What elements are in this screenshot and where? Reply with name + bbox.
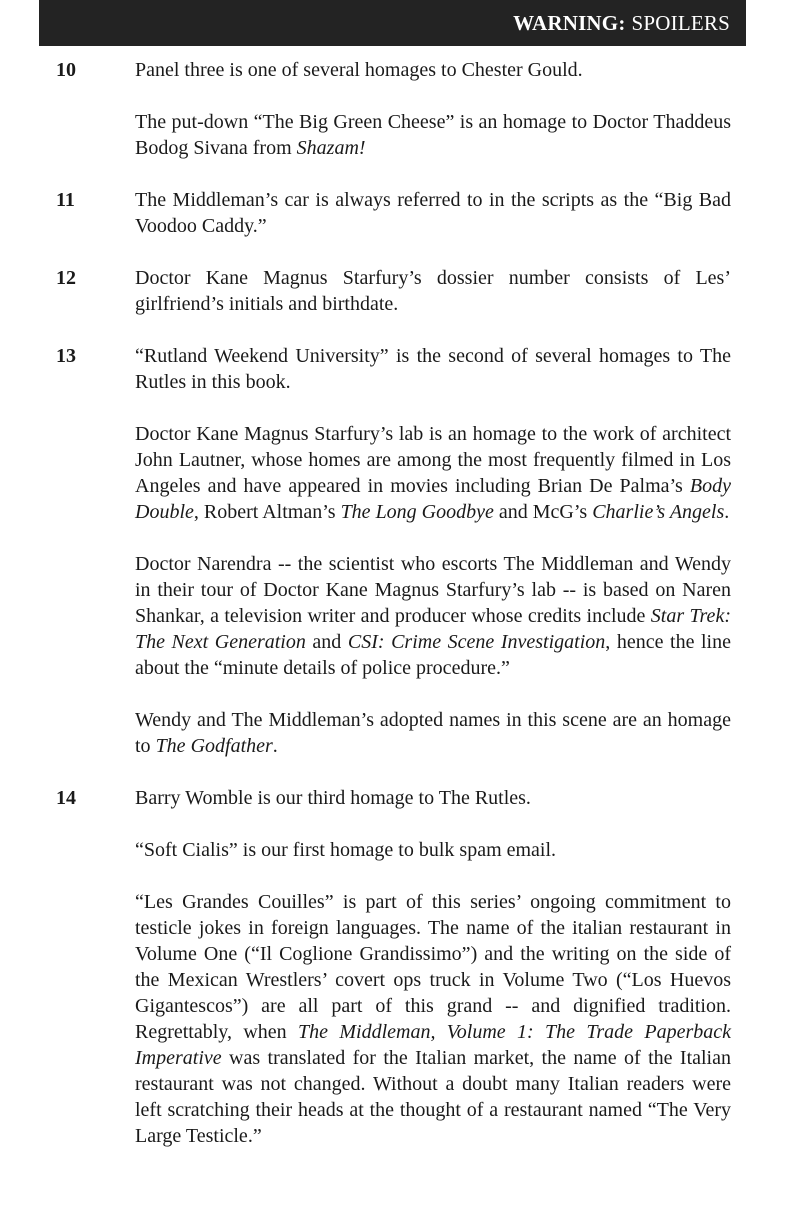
page-number-label: 11 [56, 189, 75, 211]
text-segment: . [272, 735, 278, 757]
note-paragraph [135, 421, 731, 525]
page-number-label: 14 [56, 787, 76, 809]
text-segment: , Robert Altman’s [193, 501, 341, 523]
note-paragraph [135, 57, 731, 83]
text-segment: and [305, 631, 348, 653]
page-number-label: 10 [56, 59, 76, 81]
text-segment: Doctor Kane Magnus Starfury’s lab is an homage to the work of architect John Lautner, whose homes are among the most frequently filmed in Los Angeles and have appeared in movies including Brian De Palma’s [135, 423, 731, 497]
page-number-label: 13 [56, 345, 76, 367]
note-paragraph [135, 837, 731, 863]
title-italic: Charlie’s Angels [592, 501, 725, 523]
note-entry [0, 785, 786, 1149]
note-paragraph [135, 707, 731, 759]
note-entry [0, 187, 786, 239]
text-segment: The put-down “The Big Green Cheese” is an homage to Doctor Thaddeus Bodog Sivana from [135, 111, 731, 159]
note-paragraph [135, 187, 731, 239]
spoilers-label: SPOILERS [631, 10, 730, 35]
text-segment: , hence the line about the “minute details of police procedure.” [135, 631, 731, 679]
note-paragraph [135, 551, 731, 681]
note-paragraph [135, 785, 731, 811]
warning-label: WARNING: [513, 10, 626, 35]
title-italic: The Long Goodbye [340, 501, 494, 523]
text-segment: “Rutland Weekend University” is the second of several homages to The Rutles in this book. [135, 345, 731, 393]
text-segment: Panel three is one of several homages to Chester Gould. [135, 59, 583, 81]
title-italic: The Middleman, Volume 1: The Trade Paperback Imperative [135, 1021, 731, 1069]
title-italic: Shazam! [296, 137, 366, 159]
text-segment: Doctor Narendra -- the scientist who escorts The Middleman and Wendy in their tour of Doctor Kane Magnus Starfury’s lab -- is based on Naren Shankar, a television writer and producer whose credits include [135, 553, 731, 627]
text-segment: was translated for the Italian market, the name of the Italian restaurant was not changed. Without a doubt many Italian readers were left scratching their heads at the thought of a restaurant named “The Very Large Testicle.” [135, 1047, 731, 1147]
title-italic: Body Double [135, 475, 731, 523]
note-entry [0, 343, 786, 759]
text-segment: Doctor Kane Magnus Starfury’s dossier number consists of Les’ girlfriend’s initials and birthdate. [135, 267, 731, 315]
note-paragraph [135, 265, 731, 317]
note-paragraph [135, 109, 731, 161]
title-italic: Star Trek: The Next Generation [135, 605, 731, 653]
title-italic: CSI: Crime Scene Investigation [347, 631, 606, 653]
text-segment: “Les Grandes Couilles” is part of this series’ ongoing commitment to testicle jokes in foreign languages. The name of the italian restaurant in Volume One (“Il Coglione Grandissimo”) and the writing on the side of the Mexican Wrestlers’ covert ops truck in Volume Two (“Los Huevos Gigantescos”) are all part of this grand -- and dignified tradition. Regrettably, when [135, 891, 731, 1043]
note-paragraph [135, 889, 731, 1149]
text-segment: Barry Womble is our third homage to The Rutles. [135, 787, 531, 809]
page-number-label: 12 [56, 267, 76, 289]
note-paragraph [135, 343, 731, 395]
note-entry [0, 265, 786, 317]
page-notes [0, 57, 786, 1175]
spoiler-warning-header [39, 0, 746, 46]
text-segment: . [724, 501, 730, 523]
text-segment: Wendy and The Middleman’s adopted names in this scene are an homage to [135, 709, 731, 757]
title-italic: The Godfather [155, 735, 273, 757]
text-segment: and McG’s [493, 501, 593, 523]
text-segment: The Middleman’s car is always referred to in the scripts as the “Big Bad Voodoo Caddy.” [135, 189, 731, 237]
note-entry [0, 57, 786, 161]
text-segment: “Soft Cialis” is our first homage to bulk spam email. [135, 839, 557, 861]
